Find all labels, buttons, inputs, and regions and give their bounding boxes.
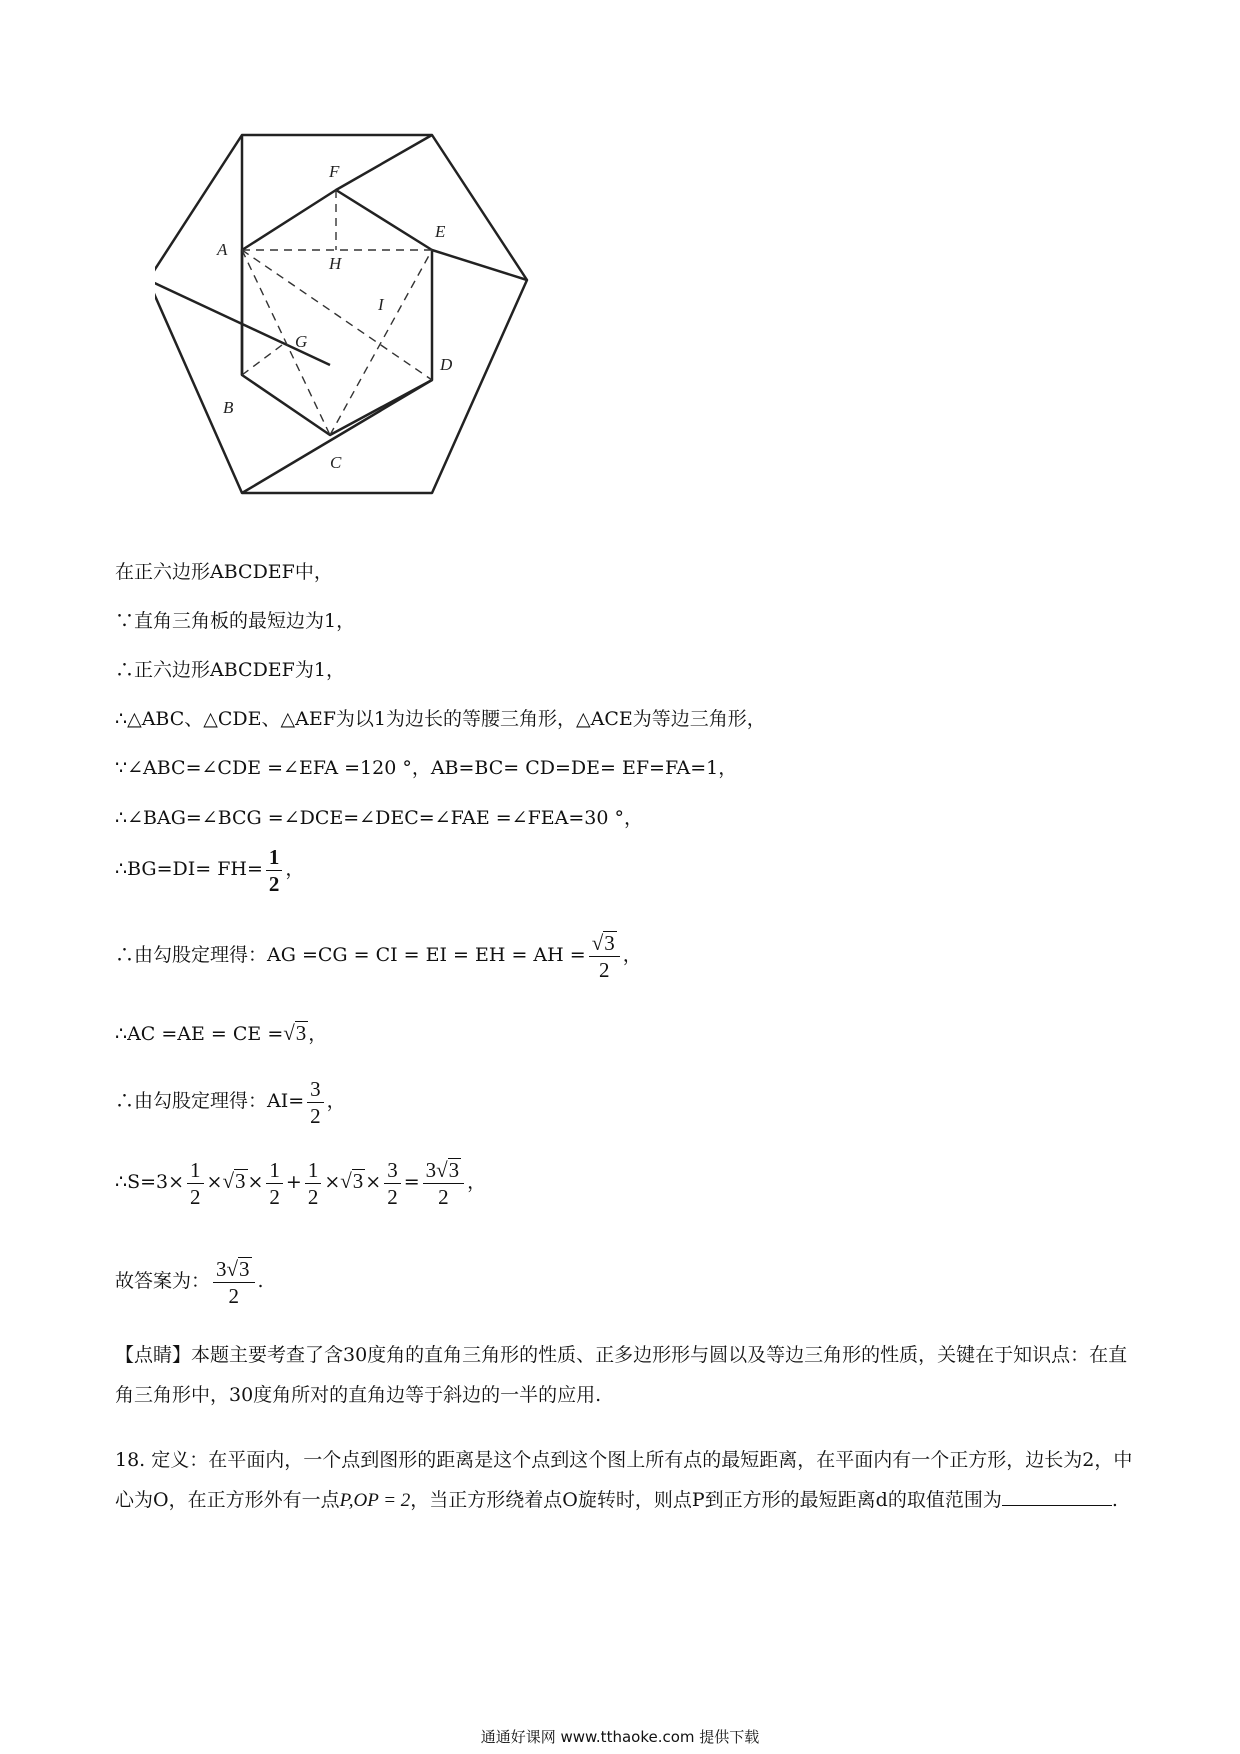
sqrt-3: √3: [283, 1021, 307, 1045]
line-10: [115, 1072, 1140, 1130]
line-5: ∵∠ABC=∠CDE =∠EFA =120 °，AB=BC= CD=DE= EF=FA=1，: [115, 757, 738, 779]
radicand: 3: [235, 1169, 246, 1193]
radicand: 3: [604, 930, 615, 955]
fraction-one-half: [266, 844, 283, 897]
frac-a: [187, 1157, 204, 1210]
numerator: 1: [266, 844, 283, 871]
coefficient: 3: [425, 1157, 437, 1182]
note-paragraph: 【点睛】本题主要考查了含30度角的直角三角形的性质、正多边形形与圆以及等边三角形的性质，关键在于知识点：在直角三角形中，30度角所对的直角边等于斜边的一半的应用.: [115, 1344, 1128, 1406]
frac-c: [305, 1157, 322, 1210]
sqrt: √3: [226, 1256, 250, 1281]
question-18: [115, 1440, 1140, 1521]
footer-text: 通通好课网 www.tthaoke.com 提供下载: [480, 1728, 760, 1746]
comma: ，: [326, 1090, 346, 1112]
line-12: [115, 1250, 1140, 1312]
numerator: [423, 1157, 465, 1184]
comma: ，: [308, 1023, 328, 1045]
line-3: ∴正六边形ABCDEF为1，: [115, 659, 345, 681]
sqrt: √3: [591, 930, 615, 955]
line-6: ∴∠BAG=∠BCG =∠DCE=∠DEC=∠FAE =∠FEA=30 °，: [115, 807, 643, 829]
denominator: 2: [190, 1184, 201, 1209]
label-F: F: [329, 162, 340, 181]
line-9-text: ∴AC =AE = CE =: [115, 1023, 284, 1045]
numerator: [589, 930, 620, 957]
comma: ，: [467, 1171, 487, 1193]
label-D: D: [440, 355, 453, 374]
line-8: [115, 924, 1140, 986]
label-E: E: [435, 222, 446, 241]
sqrt-c: √3: [436, 1157, 460, 1182]
line-4: ∴△ABC、△CDE、△AEF为以1为边长的等腰三角形，△ACE为等边三角形，: [115, 708, 766, 730]
sqrt-b: √3: [340, 1169, 364, 1193]
label-H: H: [329, 254, 342, 273]
line-2: ∵直角三角板的最短边为1，: [115, 610, 356, 632]
hexagon-diagram: [155, 125, 605, 505]
numerator: [213, 1256, 255, 1283]
numerator: 1: [266, 1157, 283, 1184]
denominator: 2: [228, 1283, 240, 1308]
q18-text-2: ，当正方形绕着点O旋转时，则点P到正方形的最短距离d的取值范围为: [410, 1489, 1002, 1511]
line-7-text: ∴BG=DI= FH=: [115, 858, 263, 880]
denominator: 2: [310, 1103, 321, 1128]
line-11: ∴S=3× $\frac{1}{2}$ ×√3 × $\frac{1}{2}$ + $\frac{1}{2}$ ×√3 × $\frac{3}{2}$ = $\frac{3√3}{2}$ ，: [115, 1150, 1140, 1213]
geometry-figure: [155, 125, 605, 505]
line-1: 在正六边形ABCDEF中，: [115, 561, 333, 583]
comma: ，: [622, 944, 642, 966]
label-A: A: [217, 240, 228, 259]
coefficient: 3: [216, 1256, 227, 1281]
comma: ，: [285, 858, 305, 880]
frac-d: [384, 1157, 401, 1210]
answer-label: 故答案为：: [115, 1270, 211, 1292]
period: .: [257, 1270, 264, 1292]
line-8-text: ∴由勾股定理得：AG =CG = CI = EI = EH = AH =: [115, 944, 586, 966]
line-11-text: ∴S=3×: [115, 1171, 185, 1193]
line-7: [115, 840, 1140, 898]
denominator: 2: [598, 957, 610, 982]
radicand: 3: [295, 1021, 307, 1045]
denominator: 2: [269, 1184, 280, 1209]
q18-end: .: [1111, 1489, 1118, 1511]
sqrt-a: √3: [222, 1169, 246, 1193]
radicand: 3: [352, 1169, 364, 1193]
fraction-sqrt3-over-2: [589, 930, 620, 983]
answer-blank[interactable]: [1002, 1485, 1112, 1506]
denominator: 2: [387, 1184, 398, 1209]
q18-expression: P,OP = 2: [339, 1490, 411, 1511]
radicand: 3: [448, 1157, 460, 1182]
answer-fraction: [213, 1256, 255, 1309]
numerator: 1: [305, 1157, 322, 1184]
q18-text-1: 18. 定义：在平面内，一个点到图形的距离是这个点到这个图上所有点的最短距离，在平面内有一个正方形，边长为2，中心为O，在正方形外有一点: [115, 1449, 1133, 1511]
label-I: I: [378, 295, 384, 314]
denominator: 2: [438, 1184, 449, 1209]
label-B: B: [223, 398, 234, 417]
line-9: [115, 1016, 1140, 1051]
numerator: 1: [187, 1157, 204, 1184]
label-G: G: [295, 332, 308, 351]
fraction-three-halves: [307, 1076, 324, 1129]
radicand: 3: [239, 1256, 250, 1281]
denominator: 2: [307, 1184, 319, 1209]
outer-hexagon: [155, 135, 527, 493]
label-C: C: [330, 453, 342, 472]
frac-b: [266, 1157, 283, 1210]
frac-result: [423, 1157, 465, 1210]
denominator: 2: [268, 871, 280, 896]
numerator: 3: [307, 1076, 324, 1103]
numerator: 3: [384, 1157, 401, 1184]
line-10-text: ∴由勾股定理得：AI=: [115, 1090, 305, 1112]
